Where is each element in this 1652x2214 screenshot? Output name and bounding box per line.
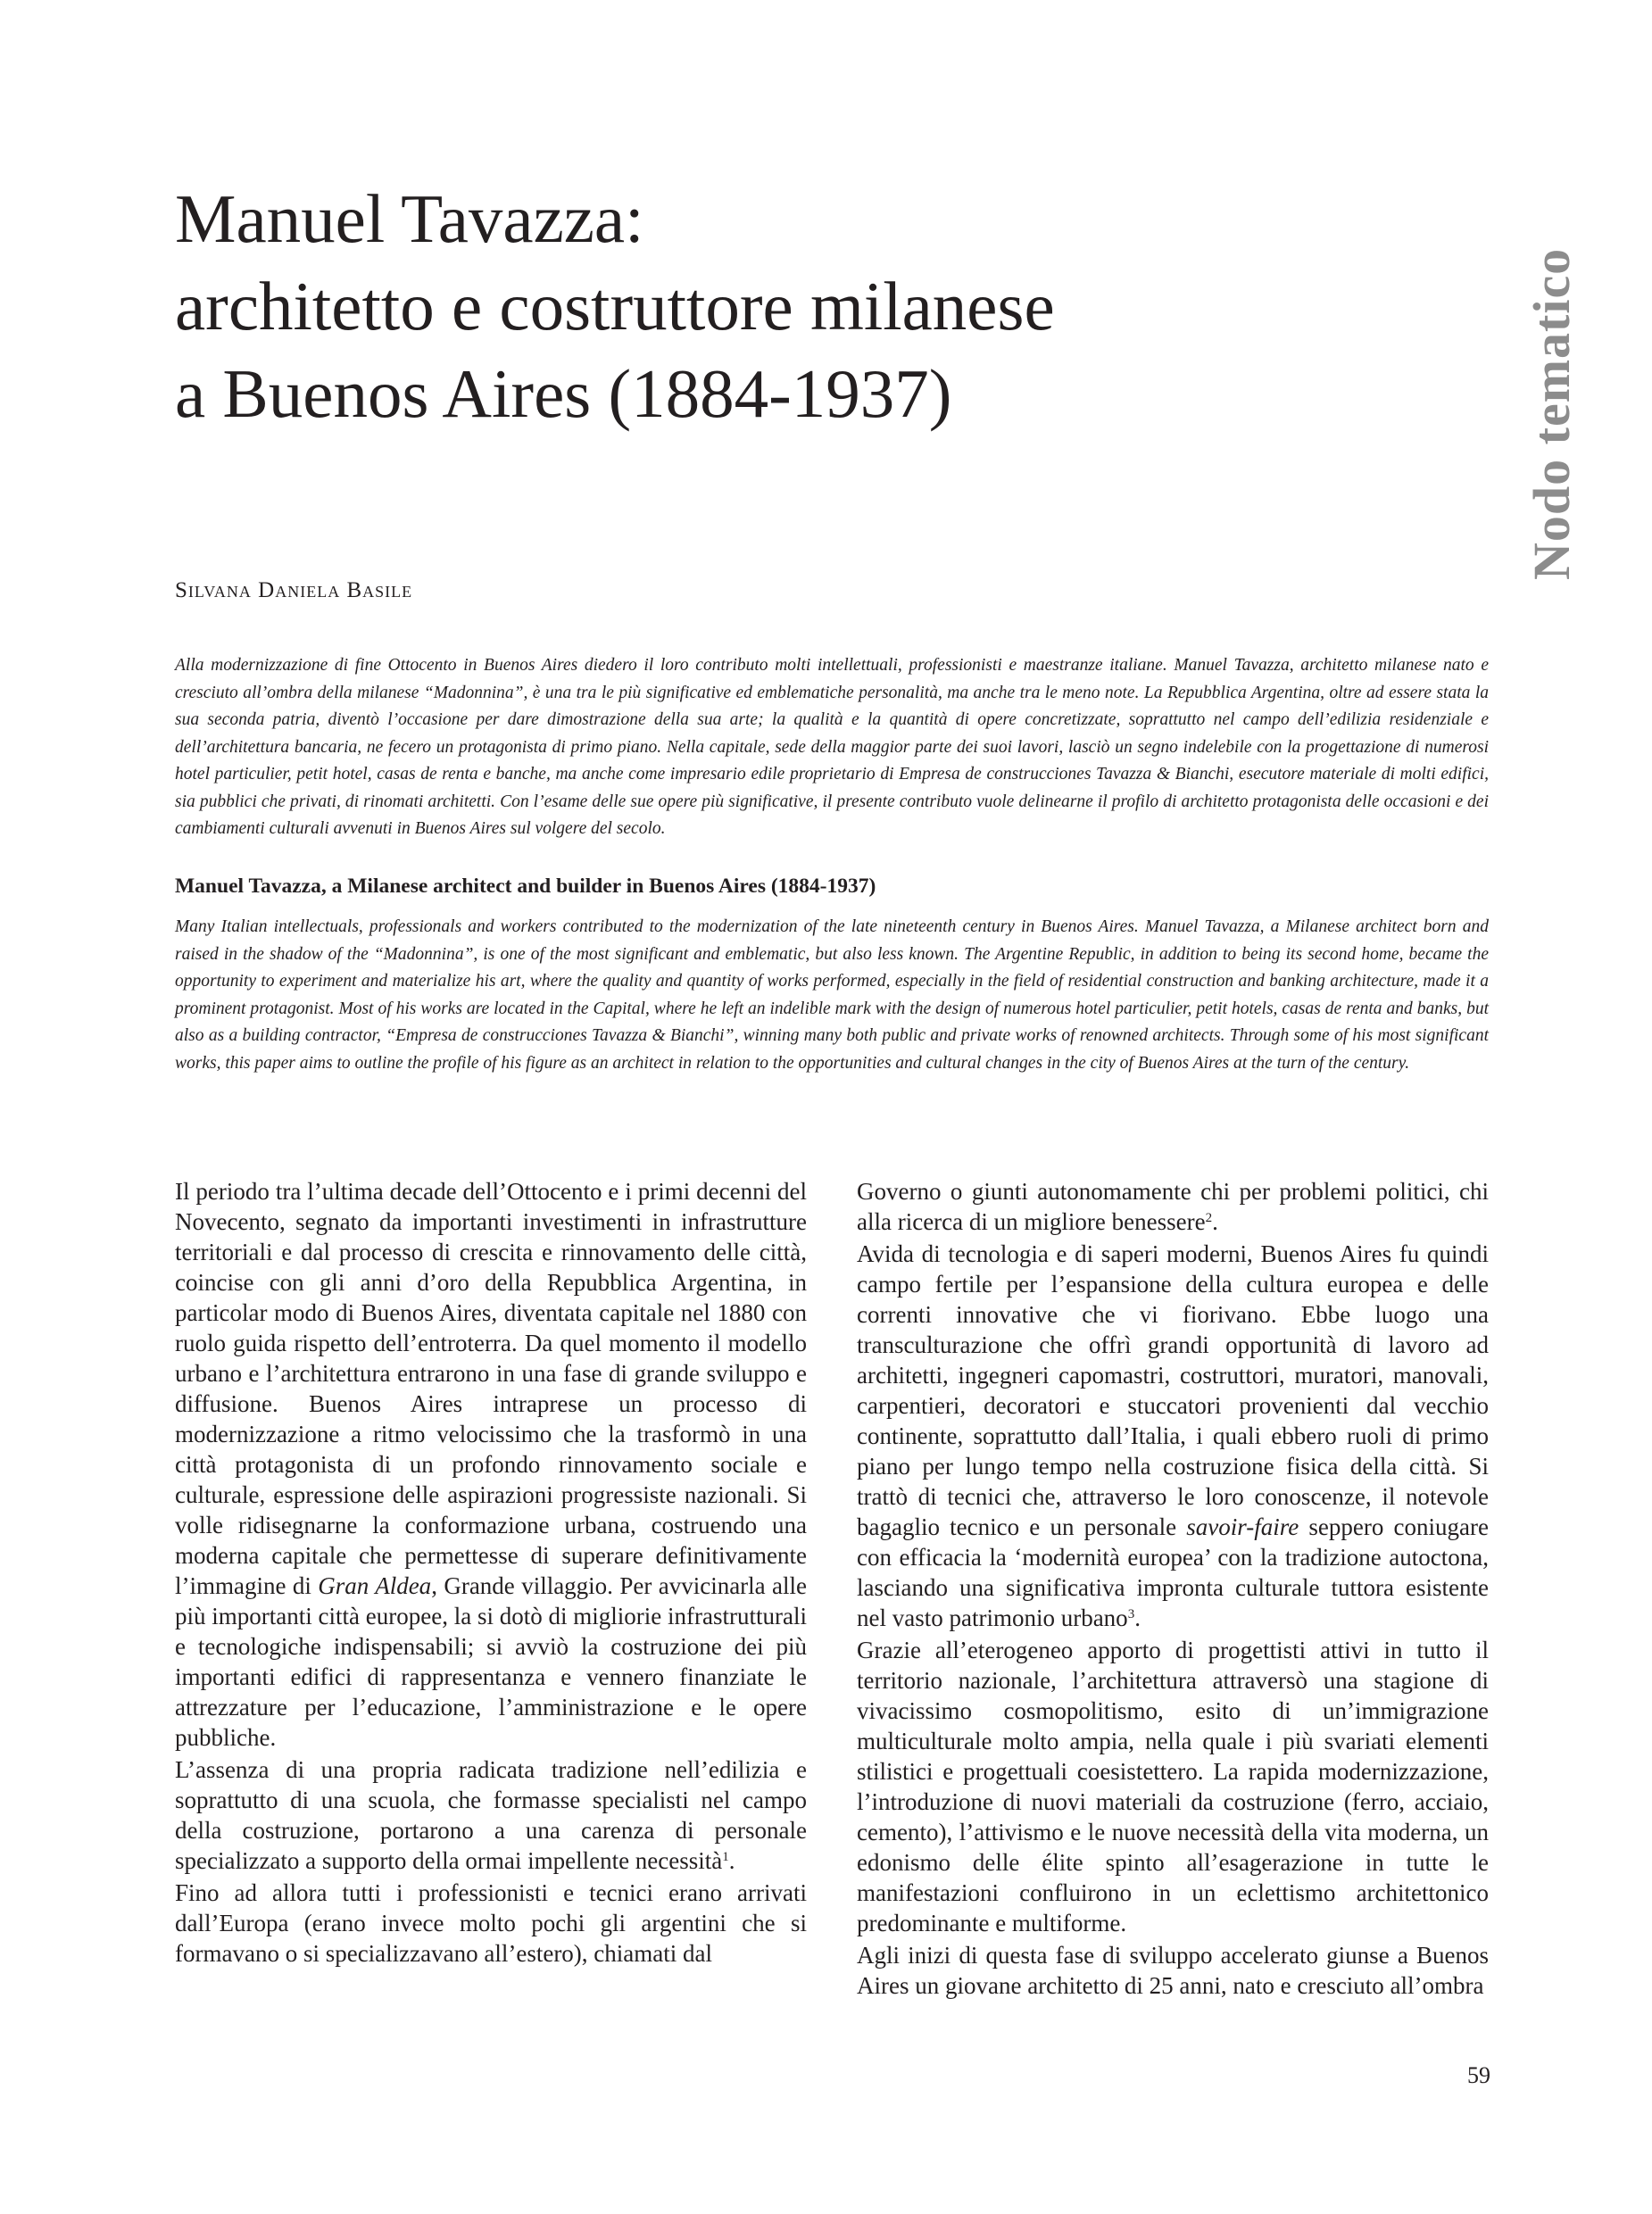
body-paragraph (175, 1878, 807, 1969)
section-label: Nodo tematico (1523, 247, 1581, 580)
body-emphasis: savoir-faire (1186, 1513, 1299, 1540)
body-text: Fino ad allora tutti i professionisti e tecnici erano arrivati dall’Europa (erano invece molto pochi gli argentini che si formavano o si specializzavano all’estero), chiamati dal (175, 1879, 807, 1967)
author-name: Silvana Daniela Basile (175, 578, 413, 602)
english-title: Manuel Tavazza, a Milanese architect and builder in Buenos Aires (1884-1937) (175, 875, 876, 898)
body-paragraph (857, 1635, 1489, 1938)
body-paragraph (857, 1176, 1489, 1237)
body-column-right (857, 1176, 1489, 2003)
title-line-3: a Buenos Aires (1884-1937) (175, 355, 952, 432)
body-text: . (1134, 1605, 1141, 1631)
title-line-1: Manuel Tavazza: (175, 180, 644, 257)
body-paragraph (857, 1239, 1489, 1633)
body-text: . (728, 1847, 735, 1874)
body-text: Avida di tecnologia e di saperi moderni, Buenos Aires fu quindi campo fertile per l’espansione della cultura europea e delle correnti innovative che vi fiorivano. Ebbe luogo una transculturazione che offrì grandi opportunità di lavoro ad architetti, ingegneri capomastri, costruttori, muratori, manovali, carpentieri, decoratori e stuccatori provenienti dal vecchio continente, soprattutto dall’Italia, i quali ebbero ruoli di primo piano per lungo tempo nella costruzione fisica della città. Si trattò di tecnici che, attraverso le loro conoscenze, il notevole bagaglio tecnico e un personale (857, 1240, 1489, 1540)
body-text: seppero coniugare con efficacia la ‘modernità europea’ con la tradizione autoctona, lasciando una significativa impronta culturale tuttora esistente nel vasto patrimonio urbano (857, 1513, 1489, 1631)
body-text: . (1212, 1208, 1218, 1235)
body-text: L’assenza di una propria radicata tradizione nell’edilizia e soprattutto di una scuola, che formasse specialisti nel campo della costruzione, portarono a una carenza di personale specializzato a supporto della ormai impellente necessità (175, 1756, 807, 1874)
page-number: 59 (1467, 2062, 1490, 2088)
article-title (175, 175, 1424, 437)
body-text: Il periodo tra l’ultima decade dell’Ottocento e i primi decenni del Novecento, segnato da importanti investimenti in infrastrutture territoriali e dal processo di crescita e rinnovamento delle città, coincise con gli anni d’oro della Repubblica Argentina, in particolar modo di Buenos Aires, diventata capitale nel 1880 con ruolo guida rispetto dell’entroterra. Da quel momento il modello urbano e l’architettura entrarono in una fase di grande sviluppo e diffusione. Buenos Aires intraprese un processo di modernizzazione a ritmo velocissimo che la trasformò in una città protagonista di un profondo rinnovamento sociale e culturale, espressione delle aspirazioni progressiste nazionali. Si volle ridisegnarne la conformazione urbana, costruendo una moderna capitale che permettesse di superare definitivamente l’immagine di (175, 1178, 807, 1599)
title-line-2: architetto e costruttore milanese (175, 268, 1055, 344)
body-paragraph (857, 1940, 1489, 2001)
body-text: Agli inizi di questa fase di sviluppo accelerato giunse a Buenos Aires un giovane architetto di 25 anni, nato e cresciuto all’ombra (857, 1942, 1489, 1999)
abstract-english: Many Italian intellectuals, professionals and workers contributed to the modernization of the late nineteenth century in Buenos Aires. Manuel Tavazza, a Milanese architect born and raised in the shadow of the “Madonnina”, is one of the most significant and emblematic, but also less known. The Argentine Republic, in addition to being its second home, became the opportunity to experiment and materialize his art, where the quality and quantity of works performed, especially in the field of residential construction and banking architecture, made it a prominent protagonist. Most of his works are located in the Capital, where he left an indelible mark with the design of numerous hotel particulier, petit hotels, casas de renta and banks, but also as a building contractor, “Empresa de construcciones Tavazza & Bianchi”, winning many both public and private works of renowned architects. Through some of his most significant works, this paper aims to outline the profile of his figure as an architect in relation to the opportunities and cultural changes in the city of Buenos Aires at the turn of the century. (175, 917, 1489, 1073)
body-paragraph (175, 1754, 807, 1876)
footnote-ref[interactable]: 1 (722, 1850, 729, 1864)
abstract-italian: Alla modernizzazione di fine Ottocento in Buenos Aires diedero il loro contributo molti intellettuali, professionisti e maestranze italiane. Manuel Tavazza, architetto milanese nato e cresciuto all’ombra della milanese “Madonnina”, è una tra le più significative ed emblematiche personalità, ma anche tra le meno note. La Repubblica Argentina, oltre ad essere stata la sua seconda patria, diventò l’occasione per dare dimostrazione della sua arte; la qualità e la quantità di opere concretizzate, soprattutto nel campo dell’edilizia residenziale e dell’architettura bancaria, ne fecero un protagonista di primo piano. Nella capitale, sede della maggior parte dei suoi lavori, lasciò un segno indelebile con la progettazione di numerosi hotel particulier, petit hotel, casas de renta e banche, ma anche come impresario edile proprietario di Empresa de construcciones Tavazza & Bianchi, esecutore materiale di molti edifici, sia pubblici che privati, di rinomati architetti. Con l’esame delle sue opere più significative, il presente contributo vuole delinearne il profilo di architetto protagonista delle occasioni e dei cambiamenti culturali avvenuti in Buenos Aires sul volgere del secolo. (175, 656, 1489, 838)
body-text: Governo o giunti autonomamente chi per problemi politici, chi alla ricerca di un migliore benessere (857, 1178, 1489, 1235)
footnote-ref[interactable]: 2 (1205, 1211, 1213, 1225)
footnote-ref[interactable]: 3 (1127, 1607, 1135, 1621)
body-column-left (175, 1176, 807, 1970)
body-paragraph (175, 1176, 807, 1753)
body-text: , Grande villaggio. Per avvicinarla alle più importanti città europee, la si dotò di migliorie infrastrutturali e tecnologiche indispensabili; si avviò la costruzione dei più importanti edifici di rappresentanza e vennero finanziate le attrezzature per l’educazione, l’amministrazione e le opere pubbliche. (175, 1572, 808, 1751)
body-emphasis: Gran Aldea (318, 1572, 432, 1599)
body-text: Grazie all’eterogeneo apporto di progettisti attivi in tutto il territorio nazionale, l’architettura attraversò una stagione di vivacissimo cosmopolitismo, esito di un’immigrazione multiculturale molto ampia, nella quale i più svariati elementi stilistici e progettuali coesistettero. La rapida modernizzazione, l’introduzione di nuovi materiali da costruzione (ferro, acciaio, cemento), l’attivismo e le nuove necessità della vita moderna, un edonismo delle élite spinto all’esagerazione in tutte le manifestazioni confluirono in un eclettismo architettonico predominante e multiforme. (857, 1637, 1489, 1936)
